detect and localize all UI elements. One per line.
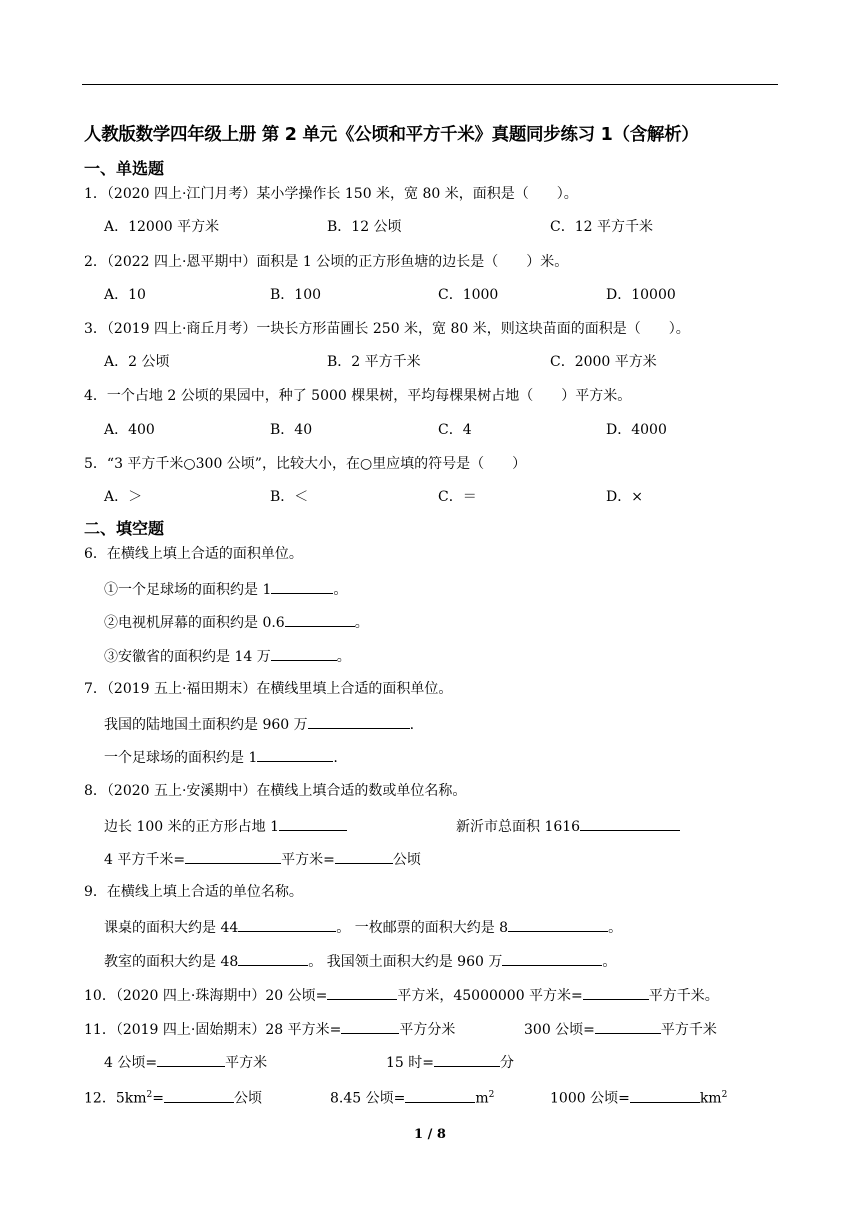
q8-item-3: 4 平方千米= 平方米= 公顷 xyxy=(104,849,421,869)
section-single-choice: 一、单选题 xyxy=(84,159,165,178)
answer-blank[interactable] xyxy=(257,747,333,762)
question-12: 12．$5km^2=$ 公顷 xyxy=(84,1086,262,1108)
q2-option-b[interactable]: B．100 xyxy=(270,287,322,303)
question-6: 6．在横线上填上合适的面积单位。 xyxy=(84,546,303,562)
q4-option-c[interactable]: C．4 xyxy=(438,422,472,438)
answer-blank[interactable] xyxy=(508,917,608,932)
q3-option-b[interactable]: B．2 平方千米 xyxy=(327,354,421,370)
answer-blank[interactable] xyxy=(630,1088,700,1103)
q11-item-3: 4 公顷= 平方米 xyxy=(104,1052,267,1072)
q5-option-c[interactable]: C．＝ xyxy=(438,489,477,505)
answer-blank[interactable] xyxy=(271,646,337,661)
q12-item-2: 8.45 公顷= $m^2$ xyxy=(330,1086,494,1108)
answer-blank[interactable] xyxy=(157,1052,225,1067)
q1-option-b[interactable]: B．12 公顷 xyxy=(327,219,402,235)
answer-blank[interactable] xyxy=(185,849,281,864)
q2-option-d[interactable]: D．10000 xyxy=(606,287,676,303)
question-7: 7．（2019 五上·福田期末）在横线里填上合适的面积单位。 xyxy=(84,681,453,697)
q6-item-2: ②电视机屏幕的面积约是 0.6 。 xyxy=(104,612,369,632)
q3-option-c[interactable]: C．2000 平方米 xyxy=(550,354,657,370)
question-8: 8．（2020 五上·安溪期中）在横线上填合适的数或单位名称。 xyxy=(84,783,467,799)
q3-option-a[interactable]: A．2 公顷 xyxy=(104,354,170,370)
q4-option-a[interactable]: A．400 xyxy=(104,422,155,438)
header-rule xyxy=(82,84,778,85)
q5-option-a[interactable]: A．＞ xyxy=(104,489,143,505)
q8-item-1: 边长 100 米的正方形占地 1 xyxy=(104,816,347,836)
answer-blank[interactable] xyxy=(434,1052,500,1067)
answer-blank[interactable] xyxy=(405,1088,475,1103)
q4-option-b[interactable]: B．40 xyxy=(270,422,313,438)
answer-blank[interactable] xyxy=(335,849,393,864)
q2-option-c[interactable]: C．1000 xyxy=(438,287,499,303)
answer-blank[interactable] xyxy=(341,1019,399,1034)
question-4: 4．一个占地 2 公顷的果园中，种了 5000 棵果树，平均每棵果树占地（ ）平方米。 xyxy=(84,388,632,404)
page-title: 人教版数学四年级上册 第 2 单元《公顷和平方千米》真题同步练习 1（含解析） xyxy=(84,125,699,145)
section-fill-blank: 二、填空题 xyxy=(84,519,165,538)
q2-option-a[interactable]: A．10 xyxy=(104,287,146,303)
q4-option-d[interactable]: D．4000 xyxy=(606,422,667,438)
q6-item-1: ①一个足球场的面积约是 1 。 xyxy=(104,579,347,599)
answer-blank[interactable] xyxy=(595,1019,661,1034)
answer-blank[interactable] xyxy=(279,816,347,831)
question-5: 5．“3 平方千米○300 公顷”，比较大小，在○里应填的符号是（ ） xyxy=(84,456,527,472)
question-9: 9．在横线上填上合适的单位名称。 xyxy=(84,884,303,900)
question-3: 3．（2019 四上·商丘月考）一块长方形苗圃长 250 米，宽 80 米，则这块苗面的面积是（ ）。 xyxy=(84,321,690,337)
answer-blank[interactable] xyxy=(238,951,308,966)
answer-blank[interactable] xyxy=(164,1088,234,1103)
q8-item-2: 新沂市总面积 1616 xyxy=(456,816,680,836)
q12-item-3: 1000 公顷= $km^2$ xyxy=(550,1086,727,1108)
q7-item-2: 一个足球场的面积约是 1 . xyxy=(104,747,338,767)
question-2: 2．（2022 四上·恩平期中）面积是 1 公顷的正方形鱼塘的边长是（ ）米。 xyxy=(84,254,569,270)
answer-blank[interactable] xyxy=(327,985,397,1000)
q7-item-1: 我国的陆地国土面积约是 960 万 . xyxy=(104,714,414,734)
q1-option-c[interactable]: C．12 平方千米 xyxy=(550,219,653,235)
answer-blank[interactable] xyxy=(583,985,649,1000)
question-11: 11．（2019 四上·固始期末）28 平方米= 平方分米 xyxy=(84,1019,455,1039)
q11-item-2: 300 公顷= 平方千米 xyxy=(524,1019,717,1039)
q5-option-d[interactable]: D．× xyxy=(606,489,643,505)
question-10: 10．（2020 四上·珠海期中）20 公顷= 平方米，45000000 平方米= 平方千米。 xyxy=(84,985,719,1005)
q9-item-2: 教室的面积大约是 48 。 我国领土面积大约是 960 万 。 xyxy=(104,951,616,971)
page-number: 1 / 8 xyxy=(414,1127,446,1142)
q1-option-a[interactable]: A．12000 平方米 xyxy=(104,219,220,235)
q9-item-1: 课桌的面积大约是 44 。 一枚邮票的面积大约是 8 。 xyxy=(104,917,622,937)
answer-blank[interactable] xyxy=(238,917,336,932)
answer-blank[interactable] xyxy=(502,951,602,966)
q5-option-b[interactable]: B．＜ xyxy=(270,489,309,505)
question-1: 1．（2020 四上·江门月考）某小学操作长 150 米，宽 80 米，面积是（ ）。 xyxy=(84,186,578,202)
q11-item-4: 15 时= 分 xyxy=(386,1052,514,1072)
answer-blank[interactable] xyxy=(308,714,410,729)
answer-blank[interactable] xyxy=(271,579,333,594)
q6-item-3: ③安徽省的面积约是 14 万 。 xyxy=(104,646,351,666)
answer-blank[interactable] xyxy=(580,816,680,831)
answer-blank[interactable] xyxy=(285,612,355,627)
